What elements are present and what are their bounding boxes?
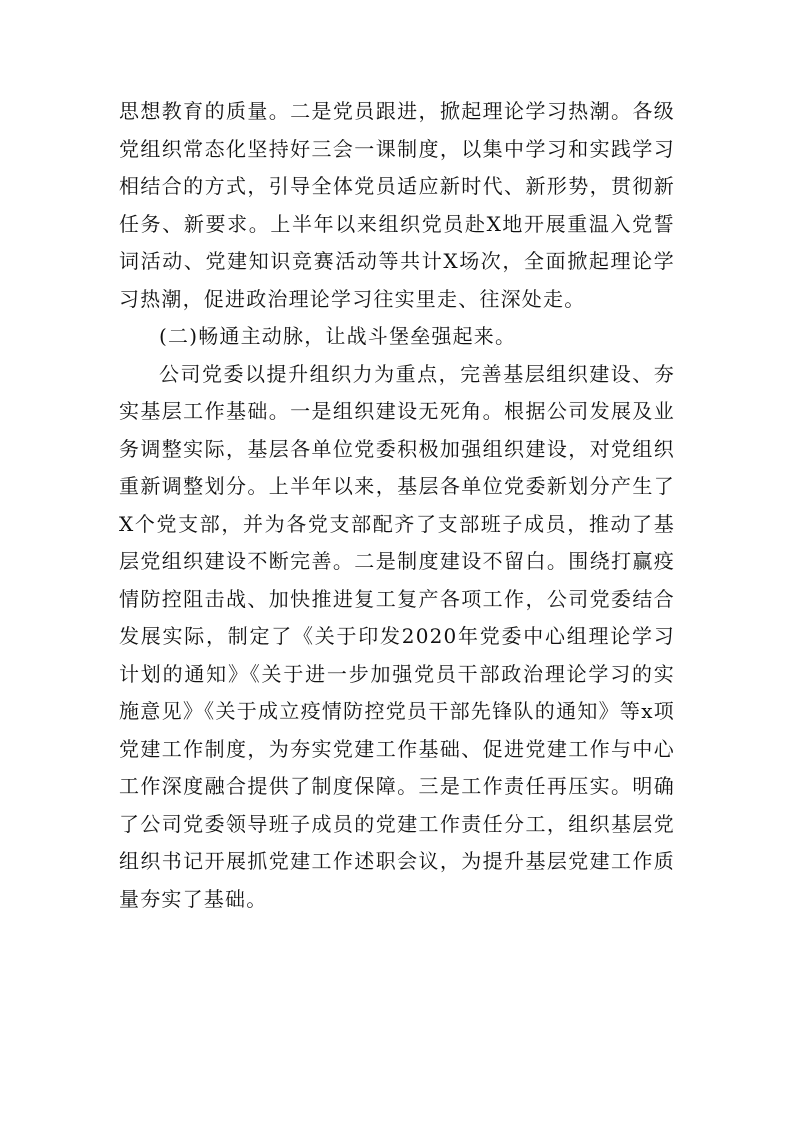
document-body bbox=[119, 93, 675, 918]
paragraph-organization-building: 公司党委以提升组织力为重点，完善基层组织建设、夯实基层工作基础。一是组织建设无死角。根据公司发展及业务调整实际，基层各单位党委积极加强组织建设，对党组织重新调整划分。上半年以来，基层各单位党委新划分产生了X个党支部，并为各党支部配齐了支部班子成员，推动了基层党组织建设不断完善。二是制度建设不留白。围绕打赢疫情防控阻击战、加快推进复工复产各项工作，公司党委结合发展实际，制定了《关于印发2020年党委中心组理论学习计划的通知》《关于进一步加强党员干部政治理论学习的实施意见》《关于成立疫情防控党员干部先锋队的通知》等x项党建工作制度，为夯实党建工作基础、促进党建工作与中心工作深度融合提供了制度保障。三是工作责任再压实。明确了公司党委领导班子成员的党建工作责任分工，组织基层党组织书记开展抓党建工作述职会议，为提升基层党建工作质量夯实了基础。 bbox=[119, 361, 675, 911]
section-heading-2: (二)畅通主动脉，让战斗堡垒强起来。 bbox=[159, 324, 517, 348]
paragraph-ideological-education: 思想教育的质量。二是党员跟进，掀起理论学习热潮。各级党组织常态化坚持好三会一课制度，以集中学习和实践学习相结合的方式，引导全体党员适应新时代、新形势，贯彻新任务、新要求。上半年以来组织党员赴X地开展重温入党誓词活动、党建知识竞赛活动等共计X场次，全面掀起理论学习热潮，促进政治理论学习往实里走、往深处走。 bbox=[119, 99, 675, 311]
